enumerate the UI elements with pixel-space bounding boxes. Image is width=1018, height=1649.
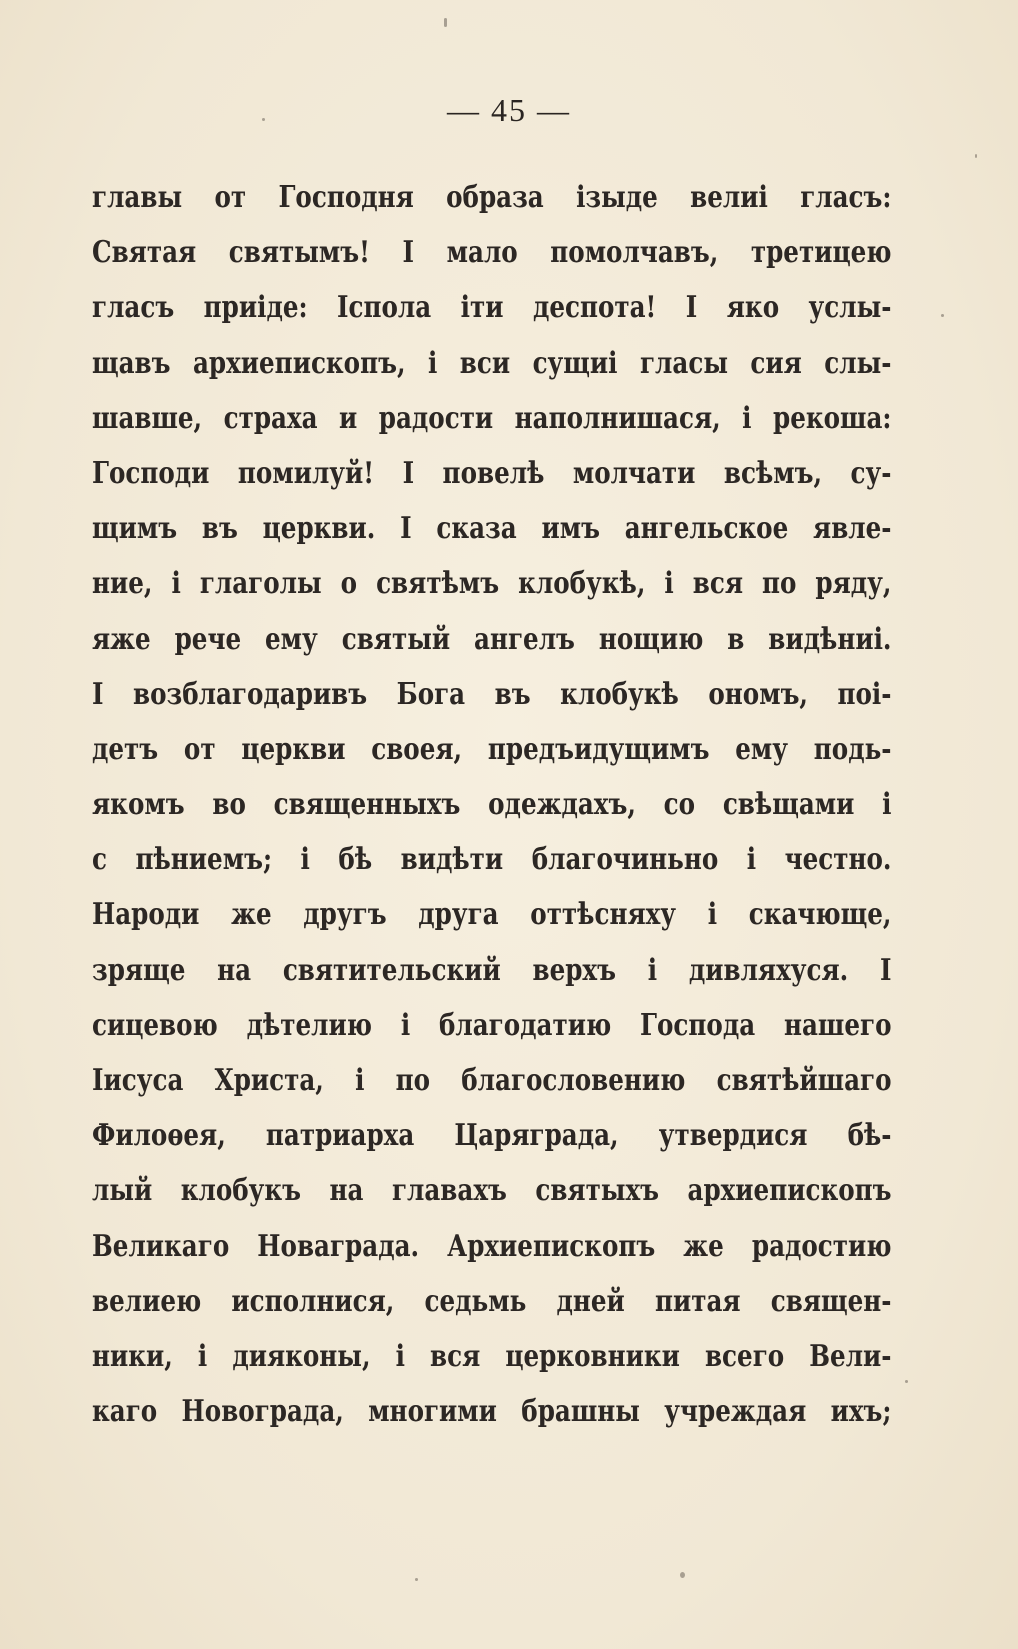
paper-speck — [941, 314, 944, 317]
text-line: велиею исполнися, седьмь дней питая священ- — [92, 1283, 892, 1319]
text-line: щавъ архиепископъ, і вси сущиі гласы сия слы- — [92, 345, 892, 381]
text-line: щимъ въ церкви. І сказа имъ ангельское явле- — [92, 511, 892, 547]
text-line: Народи же другъ друга оттѣсняху і скачюще, — [92, 897, 892, 933]
text-line: с пѣниемъ; і бѣ видѣти благочиньно і честно. — [92, 842, 892, 878]
page-number: — 45 — — [447, 92, 571, 128]
text-line: якомъ во священныхъ одеждахъ, со свѣщами і — [92, 787, 892, 823]
paper-speck — [905, 1380, 908, 1383]
text-line: главы от Господня образа ізыде велиі гласъ: — [92, 180, 892, 215]
text-line: ники, і дияконы, і вся церковники всего Вели- — [92, 1338, 892, 1374]
text-line: яже рече ему святый ангелъ нощию в видѣниі. — [92, 621, 892, 657]
paper-speck — [262, 118, 265, 121]
paper-speck — [680, 1572, 685, 1578]
text-line: детъ от церкви своея, предъидущимъ ему подь- — [92, 731, 892, 767]
text-line: Іисуса Христа, і по благословению святѣйшаго — [92, 1063, 892, 1098]
paper-speck — [444, 18, 447, 27]
text-line: ние, і глаголы о святѣмъ клобукѣ, і вся по ряду, — [92, 566, 892, 602]
text-line: каго Новограда, многими брашны учреждая ихъ; — [92, 1394, 892, 1430]
text-line: Святая святымъ! І мало помолчавъ, третицею — [92, 235, 892, 271]
paper-speck — [975, 154, 977, 158]
body-text — [92, 170, 892, 1439]
text-line: І возблагодаривъ Бога въ клобукѣ ономъ, поі- — [92, 676, 892, 712]
text-line: Великаго Новаграда. Архиепископъ же радостию — [92, 1228, 892, 1264]
text-line: Филоѳея, патриарха Царяграда, утвердися бѣ- — [92, 1118, 892, 1154]
text-line: гласъ приіде: Іспола іти деспота! І яко услы- — [92, 290, 892, 326]
text-line: Господи помилуй! І повелѣ молчати всѣмъ, су- — [92, 455, 892, 491]
text-line: шавше, страха и радости наполнишася, і рекоша: — [92, 400, 892, 436]
text-line: зряще на святительский верхъ і дивляхуся. І — [92, 952, 892, 988]
paper-speck — [415, 1578, 418, 1581]
text-line: лый клобукъ на главахъ святыхъ архиепископъ — [92, 1173, 892, 1209]
text-line: сицевою дѣтелию і благодатию Господа нашего — [92, 1007, 892, 1043]
